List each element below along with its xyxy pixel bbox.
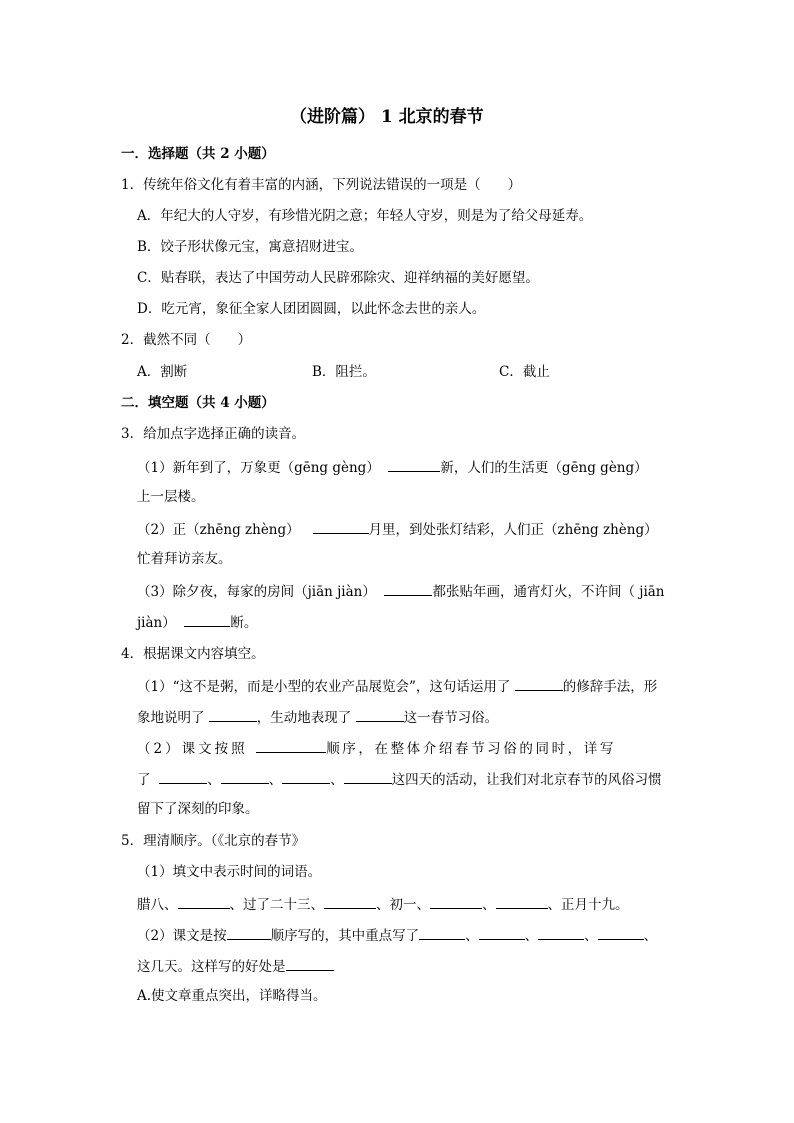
question-4-stem: 4．根据课文内容填空。	[121, 646, 265, 662]
question-1-option-c: C．贴春联，表达了中国劳动人民辟邪除灾、迎祥纳福的美好愿望。	[137, 270, 539, 286]
q4-p2-text-b: 顺序，在整体介绍春节习俗的同时，详写	[326, 741, 616, 757]
question-1-option-a: A．年纪大的人守岁，有珍惜光阴之意；年轻人守岁，则是为了给父母延寿。	[137, 208, 593, 224]
separator: 、	[330, 772, 344, 788]
q5-text: 、正月十九。	[547, 897, 629, 913]
question-5-time-words	[137, 894, 629, 914]
q4-p1-text-b: 的修辞手法，形	[562, 679, 658, 695]
question-3-part-2	[137, 519, 658, 539]
question-3-part-3	[137, 581, 665, 601]
q3-p2-text-a: （2）正（zhēng zhèng）	[137, 522, 300, 538]
separator: 、	[524, 928, 539, 944]
q5-text: （2）课文是按	[137, 928, 227, 944]
question-4-part-2-cont	[137, 769, 662, 789]
answer-blank[interactable]	[538, 925, 584, 940]
question-3-part-1	[137, 457, 648, 477]
question-3-part-2-cont: 忙着拜访亲友。	[137, 551, 232, 567]
page-title: （进阶篇） 1 北京的春节	[290, 107, 484, 127]
answer-blank[interactable]	[356, 707, 404, 722]
q4-p2-text-c: 了	[137, 772, 151, 788]
question-3-part-1-cont: 上一层楼。	[137, 489, 205, 505]
separator: 、	[207, 772, 221, 788]
answer-blank[interactable]	[159, 769, 207, 784]
separator: 、	[268, 772, 283, 788]
question-5-option-a: A.使文章重点突出，详略得当。	[137, 988, 327, 1004]
question-1-option-b: B．饺子形状像元宝，寓意招财进宝。	[137, 239, 363, 255]
answer-blank[interactable]	[227, 925, 271, 940]
q4-p1-text-e: 这一春节习俗。	[403, 710, 499, 726]
q3-p3-text-c: jiàn）	[137, 615, 176, 631]
separator: 、	[482, 897, 496, 913]
q4-p1-text-d: ，生动地表现了	[256, 710, 352, 726]
section-heading-fill: 二．填空题（共 4 小题）	[121, 395, 275, 411]
question-5-stem: 5．理清顺序。（《北京的春节》	[121, 833, 306, 849]
answer-blank[interactable]	[286, 956, 334, 971]
q4-p2-text-g: 这四天的活动，让我们对北京春节的风俗习惯	[391, 772, 662, 788]
question-1-stem: 1．传统年俗文化有着丰富的内涵，下列说法错误的一项是（ ）	[121, 177, 522, 193]
question-5-part-2-cont	[137, 956, 334, 976]
question-4-part-1	[137, 676, 657, 696]
q3-p1-text-b: 新，人们的生活更（gēng gèng）	[440, 460, 648, 476]
answer-blank[interactable]	[515, 676, 563, 691]
q4-p1-text-c: 象地说明了	[137, 710, 205, 726]
separator: 、	[643, 928, 658, 944]
q4-p1-text-a: （1）“这不是粥，而是小型的农业产品展览会”，这句话运用了	[137, 679, 511, 695]
answer-blank[interactable]	[479, 925, 525, 940]
question-2-stem: 2．截然不同（ ）	[121, 332, 252, 348]
q3-p3-text-b: 都张贴年画，通宵灯火，不许间（ jiān	[432, 584, 665, 600]
answer-blank[interactable]	[184, 612, 230, 627]
answer-blank[interactable]	[419, 925, 465, 940]
answer-blank[interactable]	[598, 925, 644, 940]
q5-text: 、过了二十三、	[229, 897, 324, 913]
q3-p3-text-a: （3）除夕夜，每家的房间（jiān jiàn）	[137, 584, 376, 600]
answer-blank[interactable]	[324, 894, 376, 909]
question-4-part-2	[137, 738, 616, 758]
answer-blank[interactable]	[209, 707, 257, 722]
question-5-part-2	[137, 925, 657, 945]
question-3-part-3-cont	[137, 612, 257, 632]
answer-blank[interactable]	[384, 581, 432, 596]
question-5-part-1: （1）填文中表示时间的词语。	[137, 864, 322, 880]
answer-blank[interactable]	[221, 769, 269, 784]
q3-p2-text-b: 月里，到处张灯结彩，人们正（zhēng zhèng）	[368, 522, 658, 538]
q5-text: 这几天。这样写的好处是	[137, 959, 286, 975]
answer-blank[interactable]	[388, 457, 440, 472]
answer-blank[interactable]	[282, 769, 330, 784]
question-3-stem: 3．给加点字选择正确的读音。	[121, 426, 306, 442]
answer-blank[interactable]	[313, 519, 369, 534]
separator: 、	[584, 928, 598, 944]
q5-text: 、初一、	[376, 897, 430, 913]
answer-blank[interactable]	[430, 894, 482, 909]
question-2-option-b: B．阻拦。	[312, 364, 376, 380]
answer-blank[interactable]	[256, 738, 326, 753]
section-heading-choice: 一．选择题（共 2 小题）	[121, 146, 275, 162]
question-2-option-c: C．截止	[499, 364, 550, 380]
answer-blank[interactable]	[496, 894, 548, 909]
answer-blank[interactable]	[178, 894, 230, 909]
q3-p1-text-a: （1）新年到了，万象更（gēng gèng）	[137, 460, 380, 476]
question-4-part-2-end: 留下了深刻的印象。	[137, 801, 259, 817]
q5-text: 顺序写的，其中重点写了	[270, 928, 420, 944]
q4-p2-text-a: （2）课文按照	[137, 741, 248, 757]
q3-p3-text-d: 断。	[230, 615, 258, 631]
separator: 、	[465, 928, 479, 944]
q5-text: 腊八、	[137, 897, 178, 913]
question-4-part-1-cont	[137, 707, 498, 727]
question-1-option-d: D．吃元宵，象征全家人团团圆圆，以此怀念去世的亲人。	[137, 301, 486, 317]
answer-blank[interactable]	[344, 769, 392, 784]
question-2-option-a: A．割断	[137, 364, 188, 380]
